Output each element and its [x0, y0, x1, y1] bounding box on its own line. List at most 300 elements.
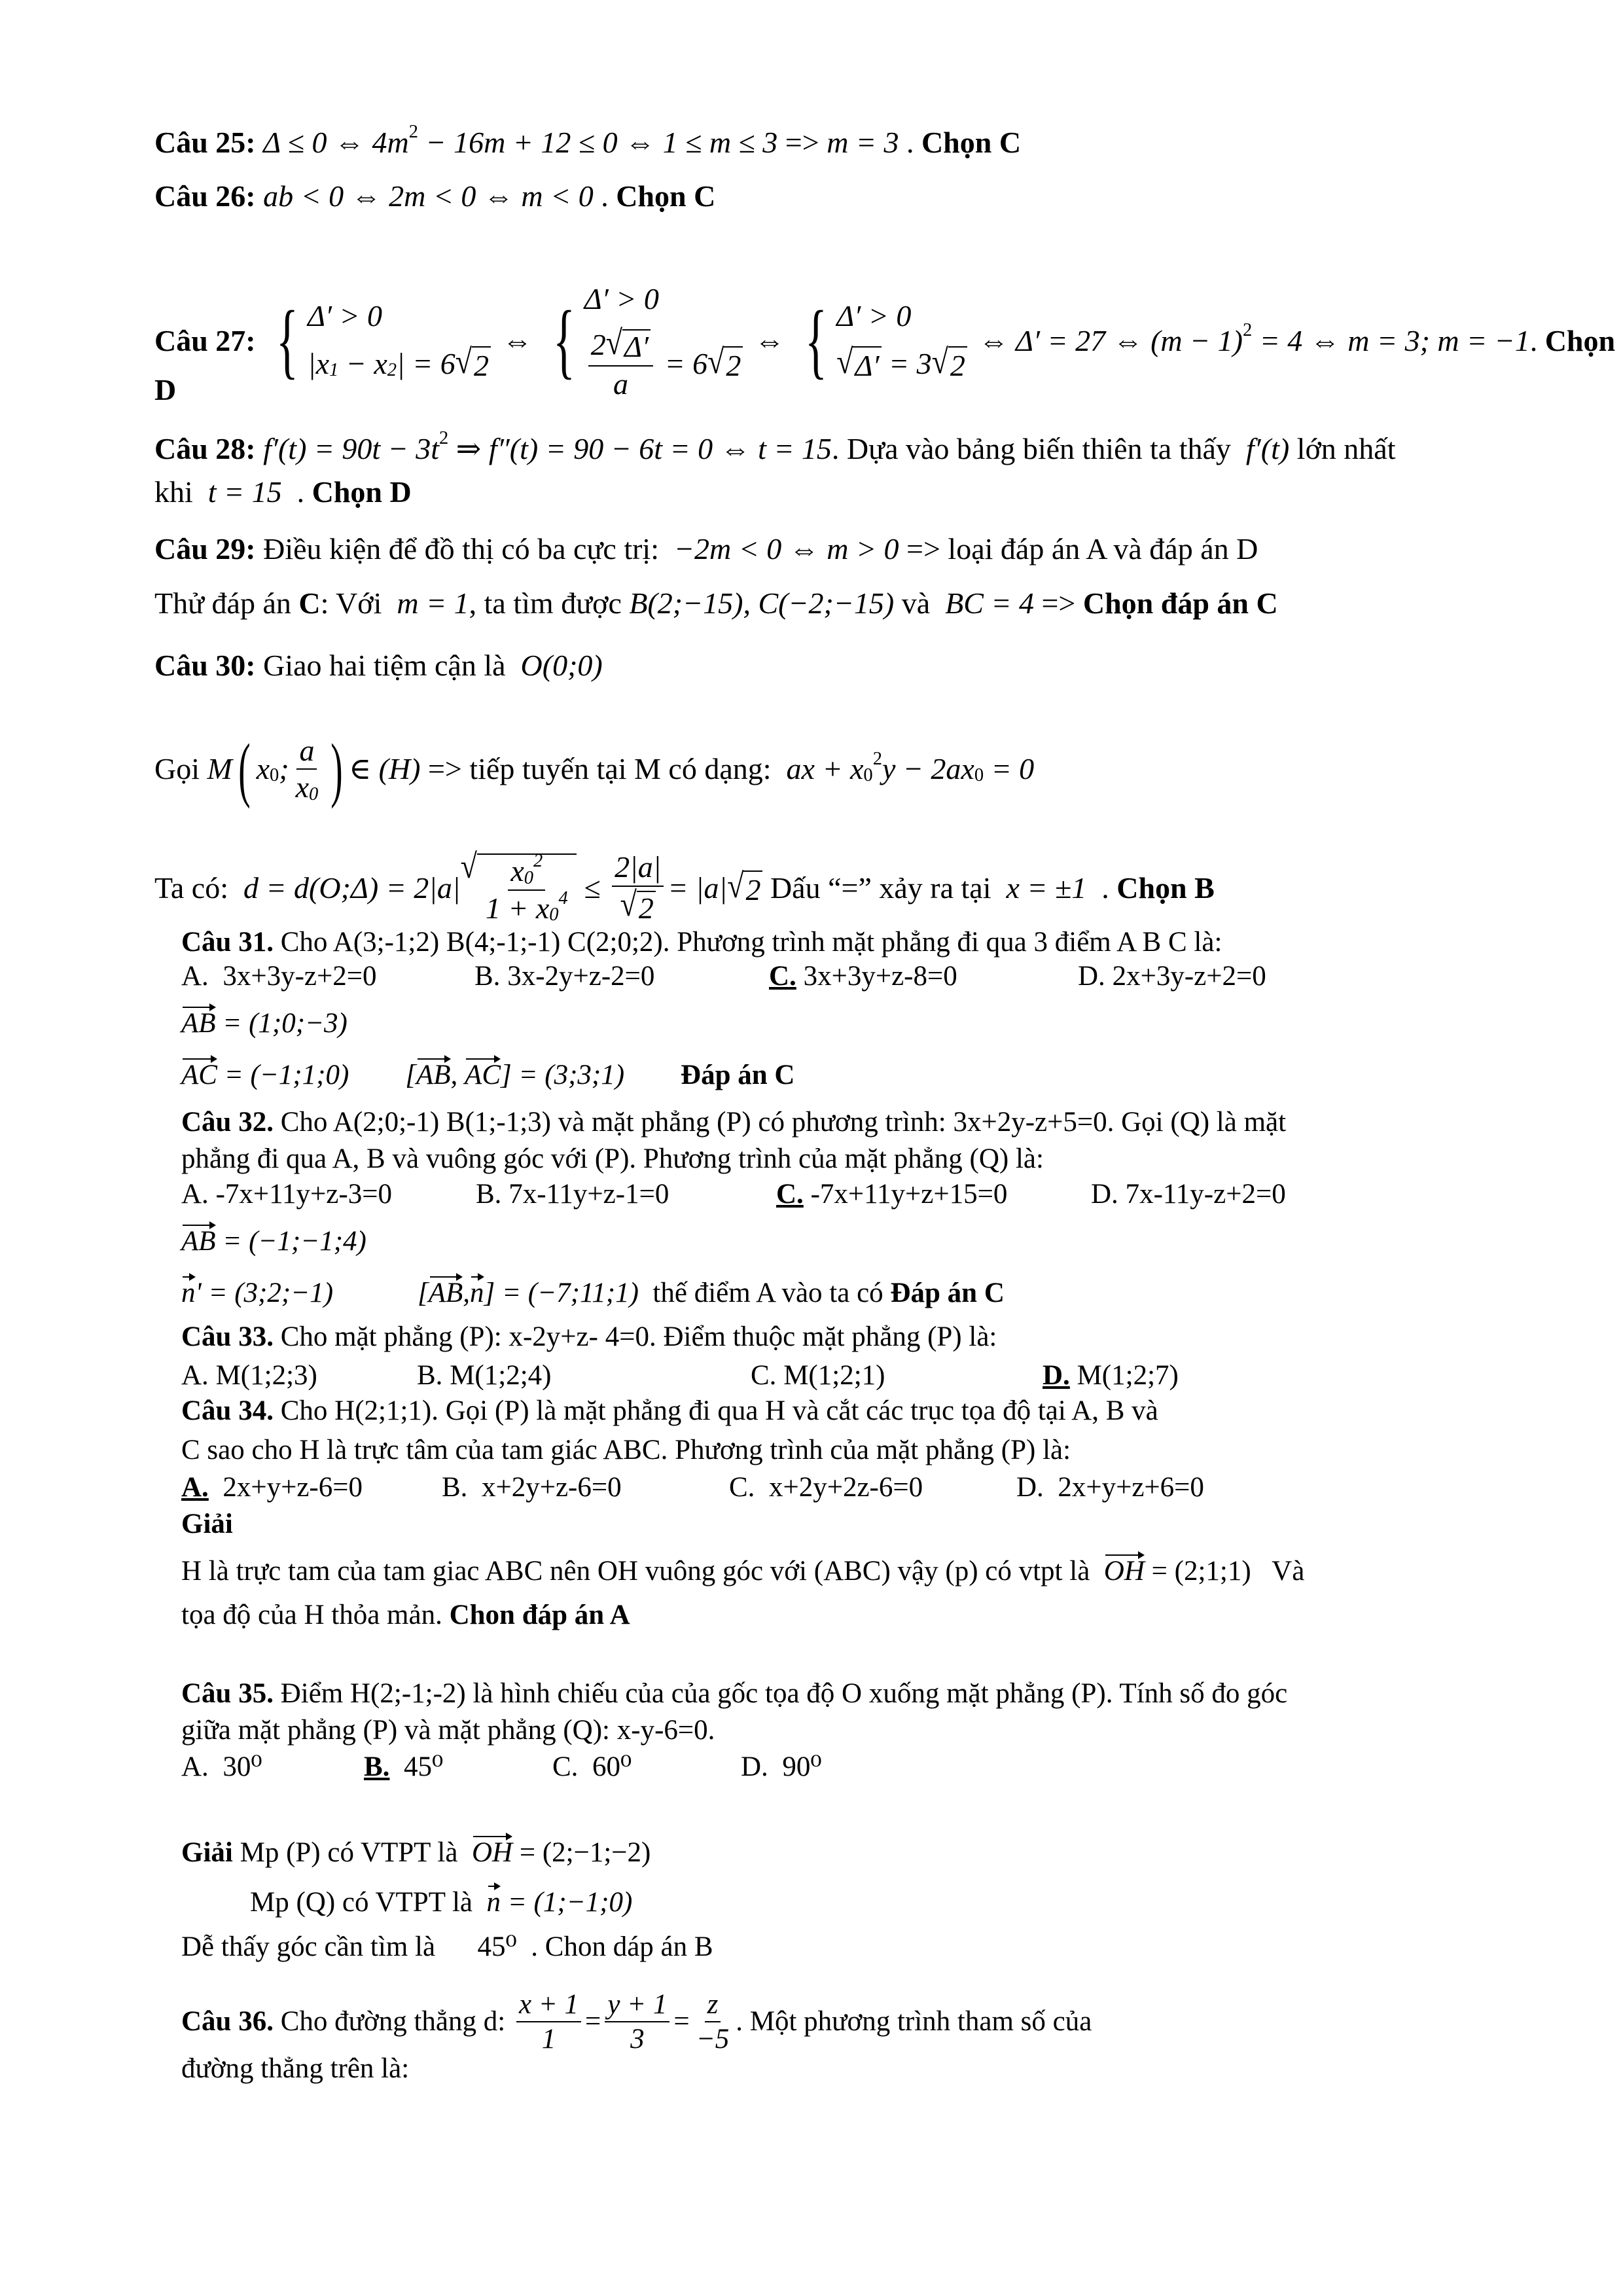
answer-text: M(1;2;1) [776, 1360, 885, 1391]
math-text: Δ′ > 0 [836, 298, 912, 332]
answer-options [181, 1469, 1490, 1506]
brace-symbol: { [276, 293, 299, 387]
text-run: Cho đường thẳng d: [273, 2006, 512, 2037]
math-text: d = d(O;Δ) = 2|a| [243, 870, 461, 905]
document-line [181, 1319, 997, 1355]
document-line [181, 1597, 630, 1634]
math-text: = (1;−1;0) [501, 1887, 633, 1918]
math-text: Δ′ > 0 [584, 282, 659, 315]
vector-symbol: OH [1104, 1553, 1145, 1590]
answer-label: D. [1016, 1472, 1044, 1503]
answer-option [729, 1469, 923, 1506]
math-text: 1 [541, 2024, 556, 2055]
system-row [836, 298, 967, 334]
vector-symbol: AB [181, 1005, 216, 1042]
fraction-numerator [508, 850, 545, 891]
system-row [584, 281, 743, 317]
math-text: ' = (3;2;−1) [ [195, 1278, 429, 1308]
document-line [181, 1835, 651, 1871]
text-run: Điều kiện để đồ thị có ba cực trị: [263, 532, 674, 565]
math-text: z [707, 1989, 719, 2020]
system-rows [836, 298, 967, 384]
bold-text: Chọn [1544, 323, 1616, 357]
system-row [308, 298, 491, 334]
square-root [605, 323, 651, 364]
answer-label: A. [181, 961, 209, 992]
subscript: 0 [863, 765, 873, 786]
text-run: , ta tìm được [469, 586, 630, 620]
answer-option [751, 1357, 885, 1394]
vector-symbol: OH [472, 1835, 512, 1871]
math-text: 2 [473, 348, 489, 382]
document-line [181, 1989, 1092, 2055]
bold-text: Câu 30: [154, 649, 264, 682]
fraction-denominator [539, 2022, 559, 2054]
answer-option [1091, 1176, 1286, 1213]
text-run: Dễ thấy góc cần tìm là 45⁰ . Chon dáp án B [181, 1931, 713, 1962]
document-line [181, 1506, 233, 1543]
bold-text: Câu 25: [154, 126, 264, 159]
superscript: 2 [408, 122, 419, 143]
answer-text: 3x-2y+z-2=0 [500, 961, 655, 992]
subscript: 1 [329, 359, 339, 380]
square-root [727, 868, 762, 908]
document-line [154, 729, 1035, 809]
answer-text: x+2y+2z-6=0 [755, 1472, 923, 1503]
subscript: 0 [270, 765, 279, 786]
text-run: . Một phương trình tham số của [736, 2006, 1092, 2037]
square-root [620, 884, 656, 925]
math-text: y − 2ax [882, 752, 974, 786]
bold-text: Giải [181, 1837, 233, 1868]
answer-text: 2x+3y-z+2=0 [1105, 961, 1266, 992]
text-run: Cho H(2;1;1). Gọi (P) là mặt phẳng đi qua H và cắt các trục tọa độ tại A, B và [273, 1395, 1158, 1426]
math-text: = 6 [657, 346, 708, 380]
answer-option [474, 958, 654, 995]
document-line [181, 1929, 713, 1965]
radical-sign: √ [605, 323, 623, 362]
math-text: |x [307, 346, 330, 380]
math-text: ab < 0 ⇔ 2m < 0 ⇔ m < 0 [263, 179, 594, 213]
answer-options [181, 958, 1490, 995]
text-run: => [777, 126, 827, 159]
answer-label: C. [751, 1360, 777, 1391]
brace-symbol: { [805, 293, 828, 387]
text-run: Thử đáp án [154, 586, 299, 620]
answer-text: M(1;2;3) [208, 1360, 317, 1391]
text-run: giữa mặt phẳng (P) và mặt phẳng (Q): x-y-6=0. [181, 1715, 715, 1746]
fraction [483, 850, 571, 925]
vector-symbol: AB [416, 1057, 451, 1094]
math-text: − 16m + 12 ≤ 0 ⇔ 1 ≤ m ≤ 3 [418, 126, 778, 159]
math-text: 2 [950, 348, 965, 382]
vector-symbol: n [487, 1884, 501, 1921]
superscript: 2 [439, 428, 449, 449]
document-line [181, 1223, 366, 1260]
math-text: ≤ [576, 870, 609, 905]
bold-text: Câu 36. [181, 2006, 274, 2037]
text-run: khi [154, 475, 208, 509]
left-paren: ( [238, 729, 251, 809]
fraction-numerator [516, 1989, 581, 2022]
superscript: 2 [533, 850, 543, 871]
math-text: = (−1;−1;4) [215, 1226, 366, 1257]
fraction [612, 851, 664, 925]
document-line [181, 1553, 1304, 1590]
text-run: => [1033, 586, 1083, 620]
subscript: 0 [524, 867, 534, 888]
fraction [605, 1989, 669, 2055]
answer-label: D. [1091, 1179, 1118, 1210]
system-row [836, 344, 967, 384]
answer-text: 30⁰ [208, 1751, 262, 1782]
vector-symbol: AC [465, 1057, 501, 1094]
text-run: = [673, 2006, 690, 2037]
vector-symbol: AC [181, 1057, 217, 1094]
radical-sign: √ [455, 342, 472, 380]
math-text: = 0 [984, 752, 1035, 786]
math-text: ; [279, 752, 289, 786]
square-root [707, 344, 743, 384]
document-line [181, 2051, 409, 2087]
square-root [836, 344, 881, 384]
math-text: ⇒ f″(t) = 90 − 6t = 0 ⇔ t = 15 [448, 432, 832, 465]
math-text: 1 + x [485, 891, 550, 925]
answer-label: C. [729, 1472, 755, 1503]
bold-text: D [154, 373, 177, 406]
answer-text: 90⁰ [768, 1751, 822, 1782]
document-line [154, 647, 603, 684]
math-text: f′(t) [1245, 432, 1290, 465]
bold-text: Câu 28: [154, 432, 264, 465]
math-text: m = 1 [397, 586, 469, 620]
math-text: 2 [590, 328, 606, 361]
math-text: ] = (3;3;1) [501, 1060, 681, 1090]
document-line [154, 428, 1396, 467]
fraction-numerator [605, 1989, 669, 2022]
text-run: = (2;−1;−2) [512, 1837, 651, 1868]
document-line [181, 1275, 1005, 1312]
system-row [584, 323, 743, 401]
answer-option [181, 1749, 262, 1785]
math-text: 3 [630, 2024, 645, 2055]
text-run: . [1529, 323, 1545, 357]
text-run: . [1086, 870, 1117, 905]
answer-text: 7x-11y-z+2=0 [1118, 1179, 1286, 1210]
document-line [181, 1141, 1044, 1177]
math-text: , [450, 1060, 465, 1090]
math-text: a [299, 733, 315, 767]
answer-options [181, 1749, 1490, 1785]
answer-option [776, 1176, 1007, 1213]
text-run: ⇔ [494, 323, 540, 357]
answer-options [181, 1176, 1490, 1213]
vector-symbol: AB [429, 1275, 463, 1312]
text-run: = [585, 2006, 601, 2037]
bold-text: Câu 27: [154, 323, 264, 357]
answer-label: B. [474, 961, 501, 992]
answer-text: -7x+11y+z+15=0 [803, 1179, 1008, 1210]
text-run: Cho mặt phẳng (P): x-2y+z- 4=0. Điểm thuộc mặt phẳng (P) là: [273, 1321, 997, 1352]
math-text: Δ′ > 0 [307, 298, 383, 332]
math-text: t = 15 [207, 475, 282, 509]
document-line [181, 1104, 1286, 1141]
text-run: Ta có: [154, 870, 244, 905]
subscript: 2 [387, 359, 397, 380]
document-line [154, 178, 715, 215]
text-run: Cho A(3;-1;2) B(4;-1;-1) C(2;0;2). Phương trình mặt phẳng đi qua 3 điểm A B C là: [273, 927, 1222, 958]
answer-label: A. [181, 1751, 209, 1782]
answer-label: B. [476, 1179, 502, 1210]
text-run: Gọi [154, 752, 207, 786]
answer-option [442, 1469, 622, 1506]
document-line [154, 281, 1615, 401]
math-text: BC = 4 [945, 586, 1034, 620]
math-text: − x [338, 346, 387, 380]
math-text: m = 3 [827, 126, 899, 159]
text-run: và [894, 586, 946, 620]
math-text: B(2;−15), C(−2;−15) [629, 586, 895, 620]
answer-label: C. [769, 961, 796, 992]
answer-text: x+2y+z-6=0 [467, 1472, 622, 1503]
system-rows [584, 281, 743, 401]
radical-sign: √ [707, 342, 724, 380]
answer-label: C. [776, 1179, 804, 1210]
document-line [181, 1432, 1071, 1469]
radical-sign: √ [931, 342, 948, 380]
text-run: => tiếp tuyến tại M có dạng: [420, 752, 787, 786]
bold-text: Câu 32. [181, 1107, 274, 1138]
radicand [724, 346, 743, 384]
system-row [308, 344, 491, 384]
document-line [181, 1676, 1287, 1712]
math-text: x = ±1 [1006, 870, 1087, 905]
subscript: 0 [974, 765, 984, 786]
math-text: Δ ≤ 0 ⇔ 4m [263, 126, 409, 159]
document-line [154, 474, 412, 511]
math-text: x + 1 [518, 1989, 579, 2020]
text-run: Dấu “=” xảy ra tại [762, 870, 1007, 905]
text-run: . [593, 179, 616, 213]
subscript: 0 [549, 905, 559, 925]
radical-sign: √ [727, 866, 744, 905]
answer-label: B. [442, 1472, 468, 1503]
vector-symbol: AB [181, 1223, 216, 1260]
math-text: 2 [638, 891, 654, 925]
math-text: | = 6 [397, 346, 455, 380]
math-text: = (1;0;−3) [215, 1008, 348, 1039]
math-text: 2 [726, 348, 741, 382]
bold-text: Câu 33. [181, 1321, 274, 1352]
math-text: −5 [696, 2024, 730, 2055]
answer-option [741, 1749, 822, 1785]
radicand [477, 850, 577, 925]
answer-options [181, 1357, 1490, 1394]
answer-label: B. [364, 1751, 390, 1782]
answer-option [181, 1469, 363, 1506]
bold-text: Câu 29: [154, 532, 264, 565]
answer-option [1016, 1469, 1204, 1506]
answer-text: 60⁰ [578, 1751, 632, 1782]
answer-option [181, 1357, 317, 1394]
fraction-numerator [588, 323, 653, 367]
answer-text: M(1;2;7) [1069, 1360, 1179, 1391]
radicand [637, 891, 656, 925]
fraction-denominator [483, 888, 571, 925]
answer-option [552, 1749, 632, 1785]
superscript: 2 [872, 748, 882, 769]
bold-text: Câu 35. [181, 1678, 274, 1709]
vector-symbol: n [181, 1275, 196, 1312]
text-run: Mp (P) có VTPT là [232, 1837, 472, 1868]
fraction-denominator [618, 884, 658, 925]
answer-text: 3x+3y+z-8=0 [796, 961, 957, 992]
parenthesized-expression [232, 729, 349, 809]
fraction-numerator [612, 851, 664, 887]
text-run: phẳng đi qua A, B và vuông góc với (P). Phương trình của mặt phẳng (Q) là: [181, 1143, 1044, 1174]
bold-text: Đáp án C [890, 1278, 1005, 1308]
bold-text: Giải [181, 1509, 233, 1539]
bold-text: Chọn B [1116, 870, 1215, 905]
answer-option [181, 1176, 392, 1213]
document-line [154, 846, 1215, 925]
document-line [181, 1005, 348, 1042]
fraction-denominator [611, 367, 631, 401]
answer-option [417, 1357, 551, 1394]
answer-label: B. [417, 1360, 443, 1391]
answer-option [1078, 958, 1266, 995]
text-run: đường thẳng trên là: [181, 2053, 410, 2084]
equation-system [267, 293, 491, 387]
text-run: = (2;1;1) Và [1144, 1556, 1305, 1587]
square-root [455, 344, 491, 384]
math-text: x [295, 770, 310, 804]
radical-sign: √ [460, 846, 477, 886]
text-run: Giao hai tiệm cận là [263, 649, 521, 682]
brace-symbol: { [552, 293, 575, 387]
radicand [622, 329, 651, 364]
math-text: = |a| [668, 870, 728, 905]
radical-sign: √ [836, 342, 853, 380]
math-text: 2 [745, 872, 761, 906]
fraction [694, 1989, 732, 2055]
math-text: x [510, 854, 524, 888]
radicand [948, 346, 967, 384]
text-run: Mp (Q) có VTPT là [250, 1887, 487, 1918]
bold-text: Câu 34. [181, 1395, 274, 1426]
math-text: = (−1;1;0) [ [217, 1060, 416, 1090]
answer-text: -7x+11y+z-3=0 [208, 1179, 392, 1210]
fraction-numerator [296, 734, 317, 770]
math-text: = 3 [881, 346, 932, 380]
text-run: Điểm H(2;-1;-2) là hình chiếu của của gốc tọa độ O xuống mặt phẳng (P). Tính số đo góc [273, 1678, 1288, 1709]
document-line [154, 585, 1278, 622]
answer-text: 2x+y+z+6=0 [1043, 1472, 1204, 1503]
answer-option [769, 958, 957, 995]
answer-label: C. [552, 1751, 579, 1782]
fraction [516, 1989, 581, 2055]
square-root [932, 344, 967, 384]
math-text: a [613, 367, 628, 401]
math-text: y + 1 [607, 1989, 668, 2020]
math-text: f′(t) = 90t − 3t [263, 432, 440, 465]
bold-text: Câu 31. [181, 927, 274, 958]
equation-system [544, 281, 743, 401]
math-text: O(0;0) [520, 649, 603, 682]
math-text: ] = (−7;11;1) [484, 1278, 639, 1308]
fraction-denominator [628, 2022, 647, 2054]
math-text: ∈ (H) [349, 752, 421, 786]
answer-text: 7x-11y+z-1=0 [501, 1179, 669, 1210]
superscript: 4 [558, 888, 568, 908]
math-text: ax + x [786, 752, 864, 786]
bold-text: Chọn C [616, 179, 716, 213]
bold-text: Chon đáp án A [449, 1600, 630, 1630]
superscript: 2 [1243, 319, 1253, 340]
bold-text: Chọn C [921, 126, 1022, 159]
answer-label: D. [1043, 1360, 1070, 1391]
fraction-denominator [293, 770, 321, 804]
bold-text: Câu 26: [154, 179, 264, 213]
answer-label: A. [181, 1472, 209, 1503]
answer-label: D. [1078, 961, 1105, 992]
answer-option [1043, 1357, 1179, 1394]
radicand [853, 346, 881, 384]
vector-symbol: n [470, 1275, 484, 1312]
text-run: thế điểm A vào ta có [638, 1278, 891, 1308]
answer-option [181, 958, 376, 995]
math-text: x [256, 752, 270, 786]
fraction [293, 734, 321, 804]
square-root [460, 846, 577, 925]
radicand [743, 870, 762, 908]
math-text: , [463, 1278, 471, 1308]
document-line [181, 1393, 1158, 1429]
math-text: ⇔ Δ′ = 27 ⇔ (m − 1) [971, 323, 1243, 357]
answer-text: 3x+3y-z+2=0 [208, 961, 377, 992]
answer-text: M(1;2;4) [442, 1360, 552, 1391]
fraction-denominator [694, 2022, 732, 2054]
math-text: = 4 ⇔ m = 3; m = −1 [1252, 323, 1530, 357]
answer-text: 2x+y+z-6=0 [208, 1472, 363, 1503]
text-run: => loại đáp án A và đáp án D [899, 532, 1258, 565]
text-run: . [281, 475, 312, 509]
radicand [472, 346, 491, 384]
fraction-numerator [705, 1989, 721, 2022]
subscript: 0 [309, 783, 319, 804]
bold-text: C [298, 586, 321, 620]
answer-label: D. [741, 1751, 768, 1782]
answer-label: A. [181, 1360, 209, 1391]
fraction [588, 323, 653, 401]
answer-option [476, 1176, 669, 1213]
text-run: : Với [320, 586, 397, 620]
radical-sign: √ [620, 884, 637, 923]
document-line [181, 1712, 715, 1749]
math-text: Δ′ [855, 348, 880, 382]
text-run: . Dựa vào bảng biến thiên ta thấy [831, 432, 1246, 465]
text-run: ⇔ [747, 323, 793, 357]
text-run: lớn nhất [1289, 432, 1396, 465]
document-line [154, 372, 176, 408]
answer-label: A. [181, 1179, 209, 1210]
text-run: C sao cho H là trực tâm của tam giác ABC. Phương trình của mặt phẳng (P) là: [181, 1435, 1071, 1465]
answer-option [364, 1749, 443, 1785]
math-text: M [207, 752, 232, 786]
math-text: Δ′ [624, 330, 649, 363]
text-run: . [899, 126, 921, 159]
document-line [154, 124, 1021, 161]
